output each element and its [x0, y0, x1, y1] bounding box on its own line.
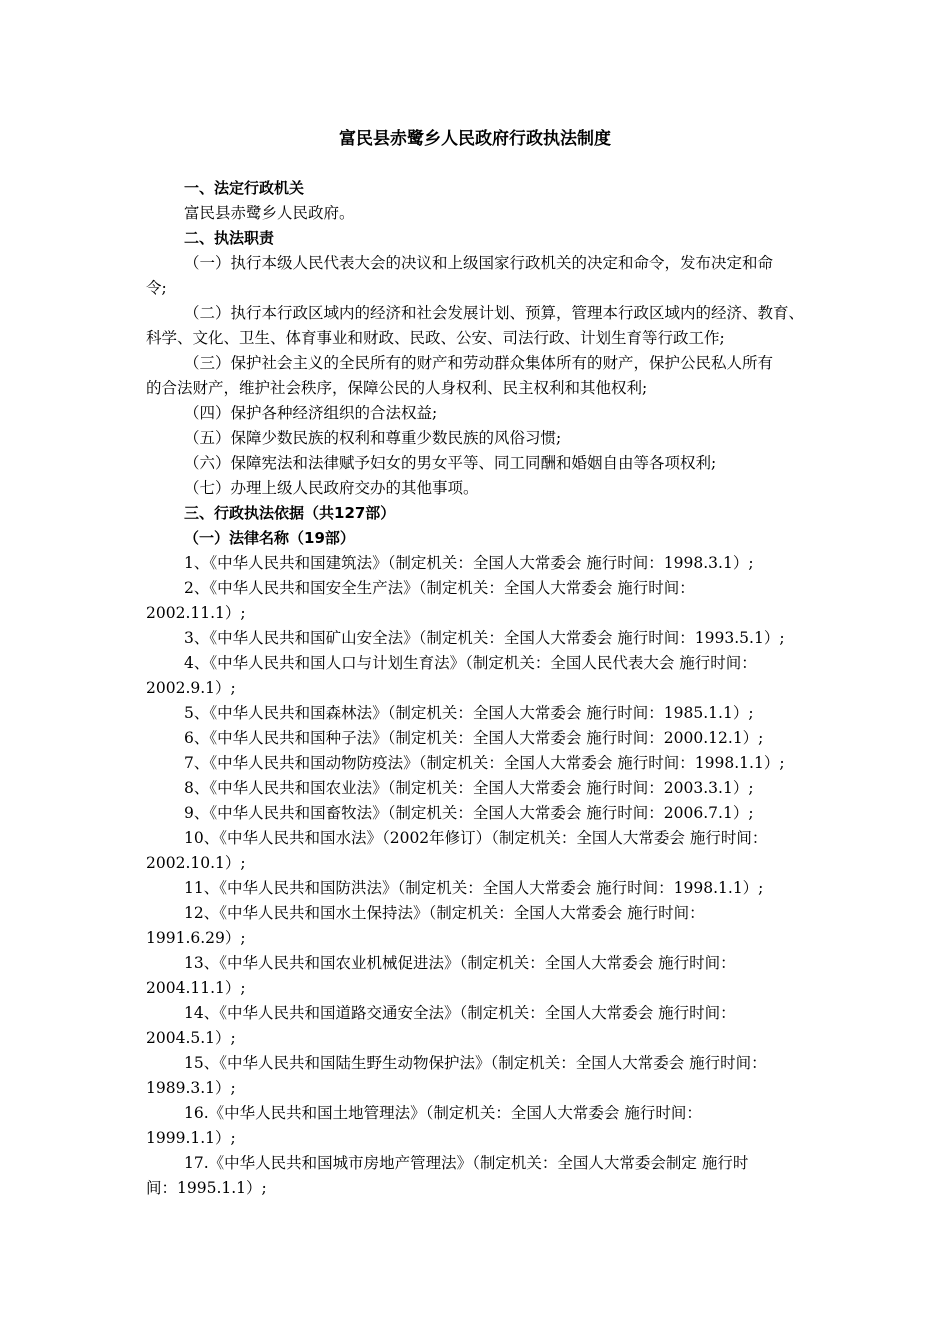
paragraph-line: （二）执行本行政区域内的经济和社会发展计划、预算，管理本行政区域内的经济、教育、: [184, 304, 805, 322]
paragraph-line: 7、《中华人民共和国动物防疫法》（制定机关：全国人大常委会 施行时间：1998.1.1）;: [184, 754, 785, 772]
paragraph-line: 14、《中华人民共和国道路交通安全法》（制定机关：全国人大常委会 施行时间：: [184, 1004, 736, 1022]
paragraph-line: 11、《中华人民共和国防洪法》（制定机关：全国人大常委会 施行时间：1998.1.1）;: [184, 879, 764, 897]
paragraph-line: 3、《中华人民共和国矿山安全法》（制定机关：全国人大常委会 施行时间：1993.5.1）;: [184, 629, 785, 647]
paragraph-line: 富民县赤鹭乡人民政府。: [184, 204, 355, 222]
paragraph-line: 4、《中华人民共和国人口与计划生育法》（制定机关：全国人民代表大会 施行时间：: [184, 654, 757, 672]
paragraph-line: （三）保护社会主义的全民所有的财产和劳动群众集体所有的财产，保护公民私人所有: [184, 354, 774, 372]
paragraph-line: 科学、文化、卫生、体育事业和财政、民政、公安、司法行政、计划生育等行政工作;: [146, 329, 725, 347]
section-heading: 二、执法职责: [184, 229, 275, 247]
paragraph-line: 9、《中华人民共和国畜牧法》（制定机关：全国人大常委会 施行时间：2006.7.1）;: [184, 804, 754, 822]
paragraph-line: （六）保障宪法和法律赋予妇女的男女平等、同工同酬和婚姻自由等各项权利;: [184, 454, 717, 472]
paragraph-line: （五）保障少数民族的权利和尊重少数民族的风俗习惯;: [184, 429, 562, 447]
paragraph-line: 5、《中华人民共和国森林法》（制定机关：全国人大常委会 施行时间：1985.1.1）;: [184, 704, 754, 722]
paragraph-line: 2004.5.1）;: [146, 1029, 236, 1047]
paragraph-line: 12、《中华人民共和国水土保持法》（制定机关：全国人大常委会 施行时间：: [184, 904, 705, 922]
paragraph-line: 15、《中华人民共和国陆生野生动物保护法》（制定机关：全国人大常委会 施行时间：: [184, 1054, 767, 1072]
section-heading: 一、法定行政机关: [184, 179, 305, 197]
paragraph-line: 2004.11.1）;: [146, 979, 246, 997]
document-title: 富民县赤鹭乡人民政府行政执法制度: [339, 129, 611, 149]
paragraph-line: （一）执行本级人民代表大会的决议和上级国家行政机关的决定和命令，发布决定和命: [184, 254, 774, 272]
paragraph-line: 2002.9.1）;: [146, 679, 236, 697]
paragraph-line: 2002.10.1）;: [146, 854, 246, 872]
paragraph-line: 间：1995.1.1）;: [146, 1179, 267, 1197]
paragraph-line: 16.《中华人民共和国土地管理法》（制定机关：全国人大常委会 施行时间：: [184, 1104, 702, 1122]
paragraph-line: 2002.11.1）;: [146, 604, 246, 622]
document-body: [146, 176, 814, 1201]
paragraph-line: 6、《中华人民共和国种子法》（制定机关：全国人大常委会 施行时间：2000.12.1）;: [184, 729, 764, 747]
paragraph-line: 1989.3.1）;: [146, 1079, 236, 1097]
paragraph-line: 令;: [146, 279, 167, 297]
paragraph-line: 10、《中华人民共和国水法》（2002年修订）（制定机关：全国人大常委会 施行时间：: [184, 829, 768, 847]
paragraph-line: （四）保护各种经济组织的合法权益;: [184, 404, 438, 422]
paragraph-line: 1999.1.1）;: [146, 1129, 236, 1147]
paragraph-line: 17.《中华人民共和国城市房地产管理法》（制定机关：全国人大常委会制定 施行时: [184, 1154, 749, 1172]
paragraph-line: 1991.6.29）;: [146, 929, 246, 947]
paragraph-line: 8、《中华人民共和国农业法》（制定机关：全国人大常委会 施行时间：2003.3.1）;: [184, 779, 754, 797]
paragraph-line: 的合法财产，维护社会秩序，保障公民的人身权利、民主权利和其他权利;: [146, 379, 648, 397]
paragraph-line: 2、《中华人民共和国安全生产法》（制定机关：全国人大常委会 施行时间：: [184, 579, 695, 597]
paragraph-line: 1、《中华人民共和国建筑法》（制定机关：全国人大常委会 施行时间：1998.3.1）;: [184, 554, 754, 572]
section-heading: 三、行政执法依据（共127部）: [184, 504, 396, 522]
paragraph-line: （七）办理上级人民政府交办的其他事项。: [184, 479, 479, 497]
paragraph-line: 13、《中华人民共和国农业机械促进法》（制定机关：全国人大常委会 施行时间：: [184, 954, 736, 972]
section-heading: （一）法律名称（19部）: [184, 529, 355, 547]
